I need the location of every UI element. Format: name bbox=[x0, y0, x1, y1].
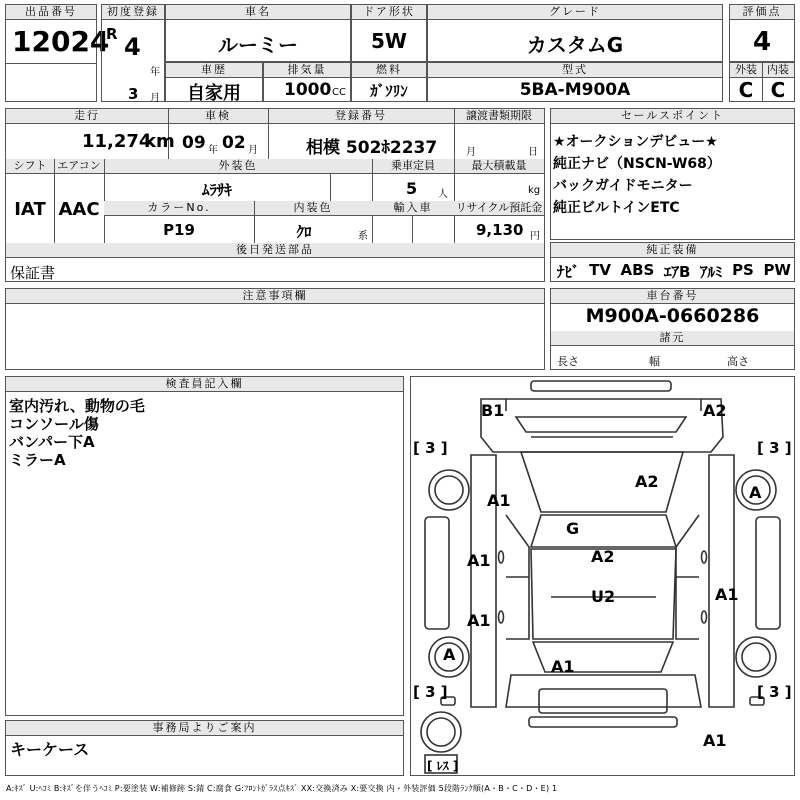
recycle-unit: 円 bbox=[530, 231, 540, 242]
tire-rl-bracket: [ 3 ] bbox=[413, 683, 448, 701]
inspector-box bbox=[5, 376, 404, 716]
sales-line: バックガイドモニター bbox=[553, 178, 693, 194]
recycle: 9,130 bbox=[476, 221, 524, 239]
mark-a1-bumper: A1 bbox=[703, 731, 727, 750]
equipment-list bbox=[557, 261, 791, 282]
equipment-item: ｱﾙﾐ bbox=[699, 263, 723, 281]
int-color-unit: 系 bbox=[358, 231, 368, 242]
reg-month: 3 bbox=[128, 85, 139, 103]
tire-rr-value: 3 bbox=[769, 683, 780, 701]
equipment-item: TV bbox=[589, 261, 611, 279]
chassis-label: 車台番号 bbox=[551, 289, 794, 304]
later-parts: 保証書 bbox=[10, 264, 56, 282]
month-unit: 月 bbox=[150, 93, 160, 104]
exterior-grade: C bbox=[738, 78, 754, 102]
tire-fr-bracket: [ 3 ] bbox=[757, 439, 792, 457]
inspection-label: 車検 bbox=[168, 109, 268, 124]
fuel-box bbox=[351, 62, 427, 102]
model-box bbox=[427, 62, 723, 102]
dims-label: 諸元 bbox=[551, 331, 794, 346]
tire-fl-value: 3 bbox=[425, 439, 436, 457]
mark-a1-door-rl: A1 bbox=[467, 611, 491, 630]
chassis-number: M900A-0660286 bbox=[585, 305, 760, 327]
history-box bbox=[165, 62, 263, 102]
office-label: 事務局よりご案内 bbox=[6, 721, 403, 736]
shift: IAT bbox=[14, 199, 46, 220]
inspector-label: 検査員記入欄 bbox=[6, 377, 403, 392]
mark-a1-front-left: A1 bbox=[487, 491, 511, 510]
tire-fr-value: 3 bbox=[769, 439, 780, 457]
mileage-unit: km bbox=[144, 131, 175, 152]
int-color: ｸﾛ bbox=[296, 223, 312, 241]
spare-less: ﾚｽ bbox=[436, 759, 449, 773]
transfer-label: 譲渡書類期限 bbox=[454, 109, 544, 124]
model-label: 型式 bbox=[428, 63, 722, 78]
plate-label: 登録番号 bbox=[268, 109, 454, 124]
mark-a2-top: A2 bbox=[703, 401, 727, 420]
grade: カスタムG bbox=[526, 33, 624, 57]
first-reg-box bbox=[101, 4, 165, 102]
score: 4 bbox=[752, 27, 772, 57]
era: R bbox=[106, 25, 118, 43]
int-color-label: 内装色 bbox=[254, 201, 372, 216]
capacity-unit: 人 bbox=[438, 189, 448, 200]
sales-line: ★オークションデビュー★ bbox=[553, 134, 718, 150]
score-box bbox=[729, 4, 795, 62]
car-name-box bbox=[165, 4, 351, 62]
inspector-line: 室内汚れ、動物の毛 bbox=[9, 397, 145, 415]
model: 5BA-M900A bbox=[519, 80, 631, 100]
color-no: P19 bbox=[163, 221, 195, 239]
mark-u2-roof: U2 bbox=[591, 587, 616, 606]
displacement-box bbox=[263, 62, 351, 102]
lot-label: 出品番号 bbox=[6, 5, 96, 20]
displacement-unit: CC bbox=[332, 87, 346, 98]
displacement: 1000 bbox=[284, 80, 332, 100]
interior-grade: C bbox=[770, 78, 786, 102]
grade-box bbox=[427, 4, 723, 62]
door-box bbox=[351, 4, 427, 62]
transfer-day: 日 bbox=[528, 147, 538, 158]
history: 自家用 bbox=[187, 83, 241, 104]
capacity: 5 bbox=[406, 179, 418, 198]
mark-a2-roof: A2 bbox=[591, 547, 615, 566]
lot-number: 12024 bbox=[12, 25, 110, 58]
ext-color: ﾑﾗｻｷ bbox=[201, 181, 232, 199]
equipment-item: ABS bbox=[620, 261, 655, 279]
shift-label: シフト bbox=[6, 159, 54, 174]
max-load-label: 最大積載量 bbox=[454, 159, 544, 174]
transfer-month: 月 bbox=[466, 147, 476, 158]
interior-label: 内装 bbox=[762, 63, 794, 78]
length-label: 長さ bbox=[557, 355, 579, 368]
sales-box bbox=[550, 108, 795, 240]
sales-line: 純正ナビ（NSCN-W68） bbox=[553, 156, 721, 172]
mark-a-wheel: A bbox=[443, 645, 456, 664]
score-label: 評価点 bbox=[730, 5, 794, 20]
grade-label: グレード bbox=[428, 5, 722, 20]
car-outline bbox=[411, 377, 794, 775]
inspector-line: ミラーA bbox=[9, 451, 66, 469]
mark-b1: B1 bbox=[481, 401, 505, 420]
ac-label: エアコン bbox=[54, 159, 104, 174]
equipment-label: 純正装備 bbox=[551, 243, 794, 258]
mark-a1-rear: A1 bbox=[551, 657, 575, 676]
max-load-unit: kg bbox=[528, 185, 541, 196]
ext-int-box bbox=[729, 62, 795, 102]
car-diagram bbox=[410, 376, 795, 776]
equipment-item: PS bbox=[732, 261, 754, 279]
lot-box bbox=[5, 4, 110, 102]
history-label: 車歴 bbox=[166, 63, 262, 78]
exterior-label: 外装 bbox=[730, 63, 762, 78]
mark-a-mirror: A bbox=[749, 483, 762, 502]
tire-fl-bracket: [ 3 ] bbox=[413, 439, 448, 457]
equipment-item: ｴｱB bbox=[663, 263, 691, 281]
height-label: 高さ bbox=[727, 355, 749, 368]
mark-g-windshield: G bbox=[566, 519, 580, 538]
inspector-line: コンソール傷 bbox=[9, 415, 99, 433]
mark-a1-door-rr: A1 bbox=[715, 585, 739, 604]
recycle-label: リサイクル預託金 bbox=[455, 201, 543, 214]
chassis-box bbox=[550, 288, 795, 370]
capacity-label: 乗車定員 bbox=[372, 159, 454, 174]
insp-year: 09 bbox=[182, 133, 206, 153]
sales-line: 純正ビルトインETC bbox=[553, 200, 680, 216]
office-text: キーケース bbox=[10, 740, 90, 759]
office-box bbox=[5, 720, 404, 776]
tire-rr-bracket: [ 3 ] bbox=[757, 683, 792, 701]
caution-label: 注意事項欄 bbox=[6, 289, 544, 304]
fuel-label: 燃料 bbox=[352, 63, 426, 78]
inspector-line: バンパー下A bbox=[9, 433, 95, 451]
import-label: 輸入車 bbox=[372, 201, 454, 216]
equipment-item: PW bbox=[763, 261, 791, 279]
door: 5W bbox=[371, 29, 407, 53]
ext-color-label: 外装色 bbox=[104, 159, 372, 174]
tire-rl-value: 3 bbox=[425, 683, 436, 701]
displacement-label: 排気量 bbox=[264, 63, 350, 78]
reg-year: 4 bbox=[124, 33, 141, 61]
fuel: ｶﾞｿﾘﾝ bbox=[370, 82, 408, 100]
caution-box bbox=[5, 288, 545, 370]
insp-month-unit: 月 bbox=[248, 145, 258, 156]
insp-month: 02 bbox=[222, 133, 246, 153]
equipment-item: ﾅﾋﾞ bbox=[557, 263, 580, 281]
width-label: 幅 bbox=[649, 355, 660, 368]
door-label: ドア形状 bbox=[352, 5, 426, 20]
legend: A:ｷｽﾞ U:ﾍｺﾐ B:ｷｽﾞを伴うﾍｺﾐ P:要塗装 W:補修跡 S:錆 C:腐食 G:ﾌﾛﾝﾄｶﾞﾗｽ点ｷｽﾞ XX:交換済み X:要交換 内・外装評価 5段階ﾗﾝｸ順(A・B・C・D・E) 1 bbox=[6, 784, 558, 793]
spare-bracket: [ ﾚｽ ] bbox=[427, 759, 459, 773]
first-reg-label: 初度登録 bbox=[102, 5, 164, 20]
color-no-label: カラーNo. bbox=[104, 201, 254, 216]
mileage: 11,274 bbox=[82, 131, 152, 152]
later-label: 後日発送部品 bbox=[6, 243, 544, 258]
car-name: ルーミー bbox=[218, 33, 298, 57]
mark-a1-door-fl: A1 bbox=[467, 551, 491, 570]
mark-a2-hood: A2 bbox=[635, 472, 659, 491]
insp-year-unit: 年 bbox=[208, 145, 218, 156]
equipment-box bbox=[550, 242, 795, 282]
mileage-label: 走行 bbox=[6, 109, 168, 124]
year-unit: 年 bbox=[150, 67, 160, 78]
details-box bbox=[5, 108, 545, 282]
car-name-label: 車名 bbox=[166, 5, 350, 20]
plate: 相模 502ﾎ2237 bbox=[306, 138, 438, 158]
sales-label: セールスポイント bbox=[551, 109, 794, 124]
ac: AAC bbox=[58, 199, 100, 220]
